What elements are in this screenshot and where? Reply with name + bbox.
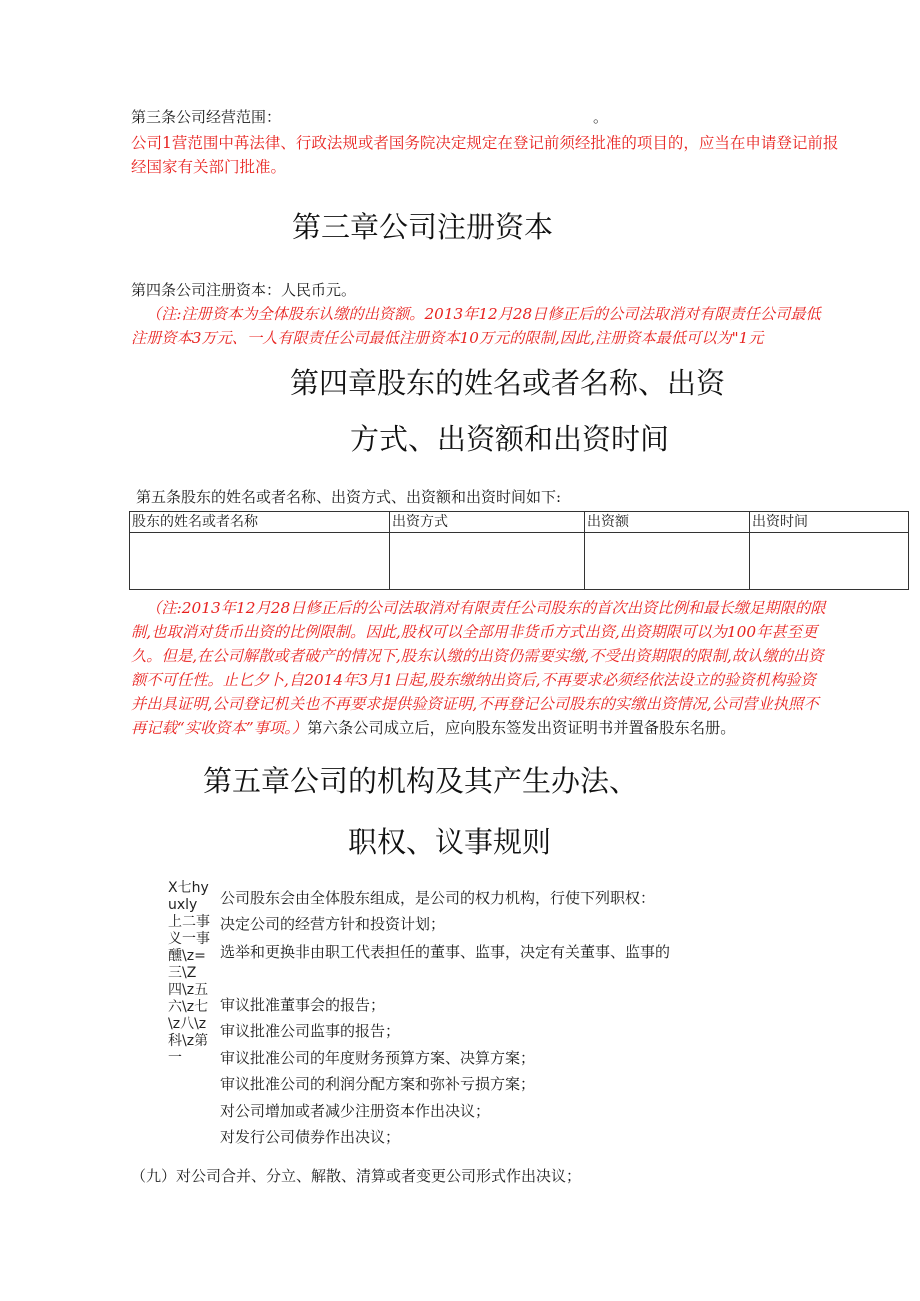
- table-cell: [750, 533, 909, 590]
- table-cell: [130, 533, 390, 590]
- article-5-note-line-3: 久。但是,在公司解散或者破产的情况下,股东认缴的出资仍需要实缴,不受出资期限的限制,故认缴的出资: [131, 647, 824, 665]
- table-header-cell: 出资额: [585, 512, 750, 533]
- article-5-note-end: 再记载“实收资本”事项。）: [131, 719, 308, 737]
- power-item: 审议批准公司监事的报告；: [220, 1022, 401, 1040]
- article-5-note-line-2: 制,也取消对货币出资的比例限制。因此,股权可以全部用非货币方式出资,出资期限可以为100年甚至更: [131, 623, 818, 641]
- article-5-note-line-6: [131, 718, 736, 738]
- article-6-text: 第六条公司成立后，应向股东签发出资证明书并置备股东名册。: [307, 719, 736, 737]
- article-3-end: 。: [593, 108, 609, 126]
- chapter-4-heading-line-2: 方式、出资额和出资时间: [350, 422, 670, 456]
- chapter-5-heading-line-2: 职权、议事规则: [348, 825, 552, 859]
- power-item: 对发行公司债券作出决议；: [220, 1128, 401, 1146]
- article-4-title: 第四条公司注册资本：人民币元。: [131, 281, 357, 299]
- table-header-cell: 股东的姓名或者名称: [130, 512, 390, 533]
- table-header-cell: 出资方式: [390, 512, 585, 533]
- table-cell: [390, 533, 585, 590]
- table-cell: [585, 533, 750, 590]
- power-item: 选举和更换非由职工代表担任的董事、监事，决定有关董事、监事的: [220, 943, 671, 961]
- article-3-note-line-2: 经国家有关部门批准。: [131, 158, 287, 176]
- power-item: 对公司增加或者减少注册资本作出决议；: [220, 1102, 491, 1120]
- article-3-title: [131, 107, 608, 127]
- article-3-label: 第三条公司经营范围：: [131, 108, 282, 126]
- table-header-cell: 出资时间: [750, 512, 909, 533]
- power-item: 审议批准董事会的报告；: [220, 996, 386, 1014]
- chapter-5-heading-line-1: 第五章公司的机构及其产生办法、: [203, 764, 639, 798]
- article-5-note-line-1: （注:2013年12月28日修正后的公司法取消对有限责任公司股东的首次出资比例和最长缴足期限的限: [146, 599, 826, 617]
- shareholder-capital-table: [129, 511, 909, 590]
- article-4-note-line-1: （注:注册资本为全体股东认缴的出资额。2013年12月28日修正后的公司法取消对有限责任公司最低: [146, 305, 821, 323]
- power-item: 决定公司的经营方针和投资计划；: [220, 915, 446, 933]
- power-item-9: （九）对公司合并、分立、解散、清算或者变更公司形式作出决议；: [131, 1167, 582, 1185]
- power-item: 审议批准公司的年度财务预算方案、决算方案；: [220, 1049, 536, 1067]
- article-3-note-line-1: 公司1营范围中苒法律、行政法规或者国务院决定规定在登记前须经批准的项目的，应当在申请登记前报: [131, 134, 839, 152]
- article-5-note-line-4: 额不可任性。止匕夕卜,自2014年3月1日起,股东缴纳出资后,不再要求必须经依法设立的验资机构验资: [131, 671, 816, 689]
- article-5-note-line-5: 并出具证明,公司登记机关也不再要求提供验资证明,不再登记公司股东的实缴出资情况,公司营业执照不: [131, 695, 819, 713]
- margin-numbering-artifact: X七hyuxly上二事义一事醺\z=三\Z四\z五六\z七\z八\z科\z第一: [168, 880, 210, 1066]
- table-header-row: [130, 512, 909, 533]
- chapter-3-heading: 第三章公司注册资本: [292, 210, 554, 244]
- powers-intro: 公司股东会由全体股东组成，是公司的权力机构，行使下列职权：: [220, 889, 656, 907]
- table-row: [130, 533, 909, 590]
- article-5-title: 第五条股东的姓名或者名称、出资方式、出资额和出资时间如下:: [136, 488, 562, 506]
- article-4-note-line-2: 注册资本3万元、一人有限责任公司最低注册资本10万元的限制,因此,注册资本最低可以为"1元: [131, 329, 764, 347]
- chapter-4-heading-line-1: 第四章股东的姓名或者名称、出资: [290, 366, 726, 400]
- power-item: 审议批准公司的利润分配方案和弥补亏损方案；: [220, 1075, 536, 1093]
